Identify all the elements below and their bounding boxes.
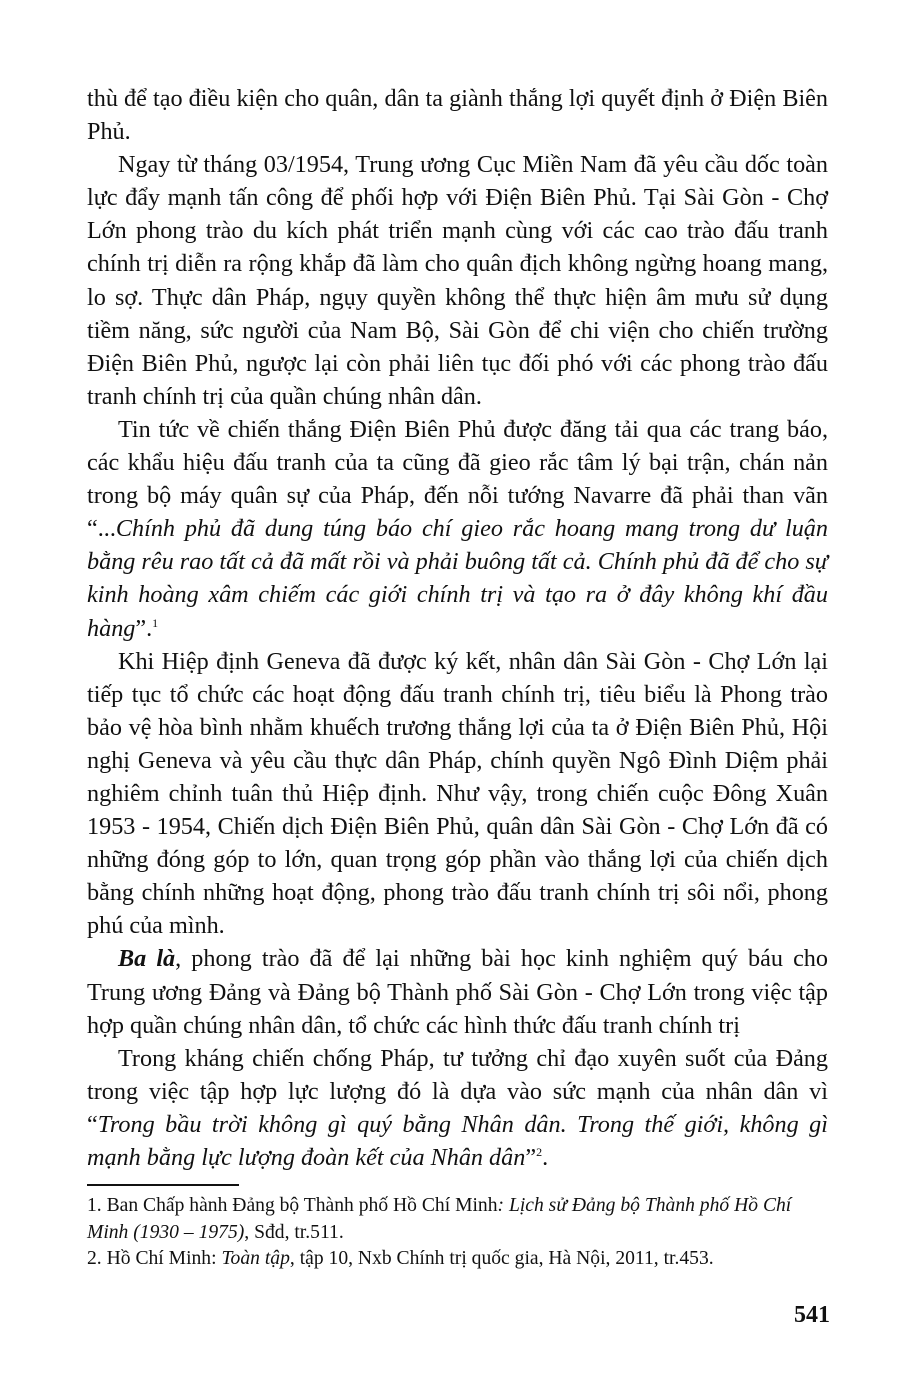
quote-close: ” [525,1144,537,1171]
footnote-source: , Sđd, tr.511. [244,1221,344,1243]
footnote-ref-1[interactable]: 1 [152,615,159,630]
paragraph-ba-la [87,942,828,1041]
footnote-title: : Lịch sử Đảng bộ Thành phố Hồ Chí Minh (1930 – 1975) [87,1195,792,1243]
page-body [87,82,828,1174]
quote-close: ”. [135,614,153,642]
paragraph-ho-chi-minh-quote [87,1042,828,1174]
footnote-ref-2[interactable]: 2 [536,1145,543,1159]
paragraph-navarre-quote [87,413,828,645]
paragraph-lead: Ba là [118,945,176,973]
footnote-title: Toàn tập [221,1248,290,1269]
footnote-1 [87,1193,832,1246]
quote-text: Chính phủ đã dung túng báo chí gieo rắc hoang mang trong dư luận bằng rêu rao tất cả đã mất rồi và phải buông tất cả. Chính phủ đã để cho sự kinh hoàng xâm chiếm các giới chính trị và tạo ra ở đây không khí đầu hàng [87,515,828,642]
paragraph-text: , phong trào đã để lại những bài học kinh nghiệm quý báu cho Trung ương Đảng và Đảng bộ Thành phố Sài Gòn - Chợ Lớn trong việc tập hợp quần chúng nhân dân, tổ chức các hình thức đấu tranh chính trị [87,945,828,1039]
quote-text: Trong bầu trời không gì quý bằng Nhân dân. Trong thế giới, không gì mạnh bằng lực lượng đoàn kết của Nhân dân [87,1110,828,1171]
paragraph-march-1954: Ngay từ tháng 03/1954, Trung ương Cục Miền Nam đã yêu cầu dốc toàn lực đẩy mạnh tấn công để phối hợp với Điện Biên Phủ. Tại Sài Gòn - Chợ Lớn phong trào du kích phát triển mạnh cùng với các cao trào đấu tranh chính trị diễn ra rộng khắp đã làm cho quân địch không ngừng hoang mang, lo sợ. Thực dân Pháp, ngụy quyền không thể thực hiện âm mưu sử dụng tiềm năng, sức người của Nam Bộ, Sài Gòn để chi viện cho chiến trường Điện Biên Phủ, ngược lại còn phải liên tục đối phó với các phong trào đấu tranh chính trị của quần chúng nhân dân. [87,151,828,410]
paragraph-text: Tin tức về chiến thắng Điện Biên Phủ được đăng tải qua các trang báo, các khẩu hiệu đấu tranh của ta cũng đã gieo rắc tâm lý bại trận, chán nản trong bộ máy quân sự của Pháp, đến nỗi tướng Navarre đã phải than vãn “... [87,415,828,543]
paragraph-geneva: Khi Hiệp định Geneva đã được ký kết, nhân dân Sài Gòn - Chợ Lớn lại tiếp tục tổ chức các hoạt động đấu tranh chính trị, tiêu biểu là Phong trào bảo vệ hòa bình nhằm khuếch trương thắng lợi của ta ở Điện Biên Phủ, Hội nghị Geneva và yêu cầu thực dân Pháp, chính quyền Ngô Đình Diệm phải nghiêm chỉnh tuân thủ Hiệp định. Như vậy, trong chiến cuộc Đông Xuân 1953 - 1954, Chiến dịch Điện Biên Phủ, quân dân Sài Gòn - Chợ Lớn đã có những đóng góp to lớn, quan trọng góp phần vào thắng lợi của chiến dịch bằng chính những hoạt động, phong trào đấu tranh chính trị sôi nổi, phong phú của mình. [87,647,828,940]
paragraph-text: Trong kháng chiến chống Pháp, tư tưởng chỉ đạo xuyên suốt của Đảng trong việc tập hợp lực lượng đó là dựa vào sức mạnh của nhân dân vì “ [87,1044,828,1138]
footnotes [87,1193,832,1273]
footnote-divider [87,1184,239,1186]
page-number: 541 [794,1302,830,1328]
footnote-2 [87,1246,832,1273]
footnote-author: 2. Hồ Chí Minh: [87,1248,222,1269]
footnote-source: , tập 10, Nxb Chính trị quốc gia, Hà Nội, 2011, tr.453. [289,1248,714,1269]
paragraph-continuation: thù để tạo điều kiện cho quân, dân ta giành thắng lợi quyết định ở Điện Biên Phủ. [87,85,828,146]
paragraph-end: . [542,1144,549,1171]
footnote-author: 1. Ban Chấp hành Đảng bộ Thành phố Hồ Chí Minh [87,1195,498,1216]
